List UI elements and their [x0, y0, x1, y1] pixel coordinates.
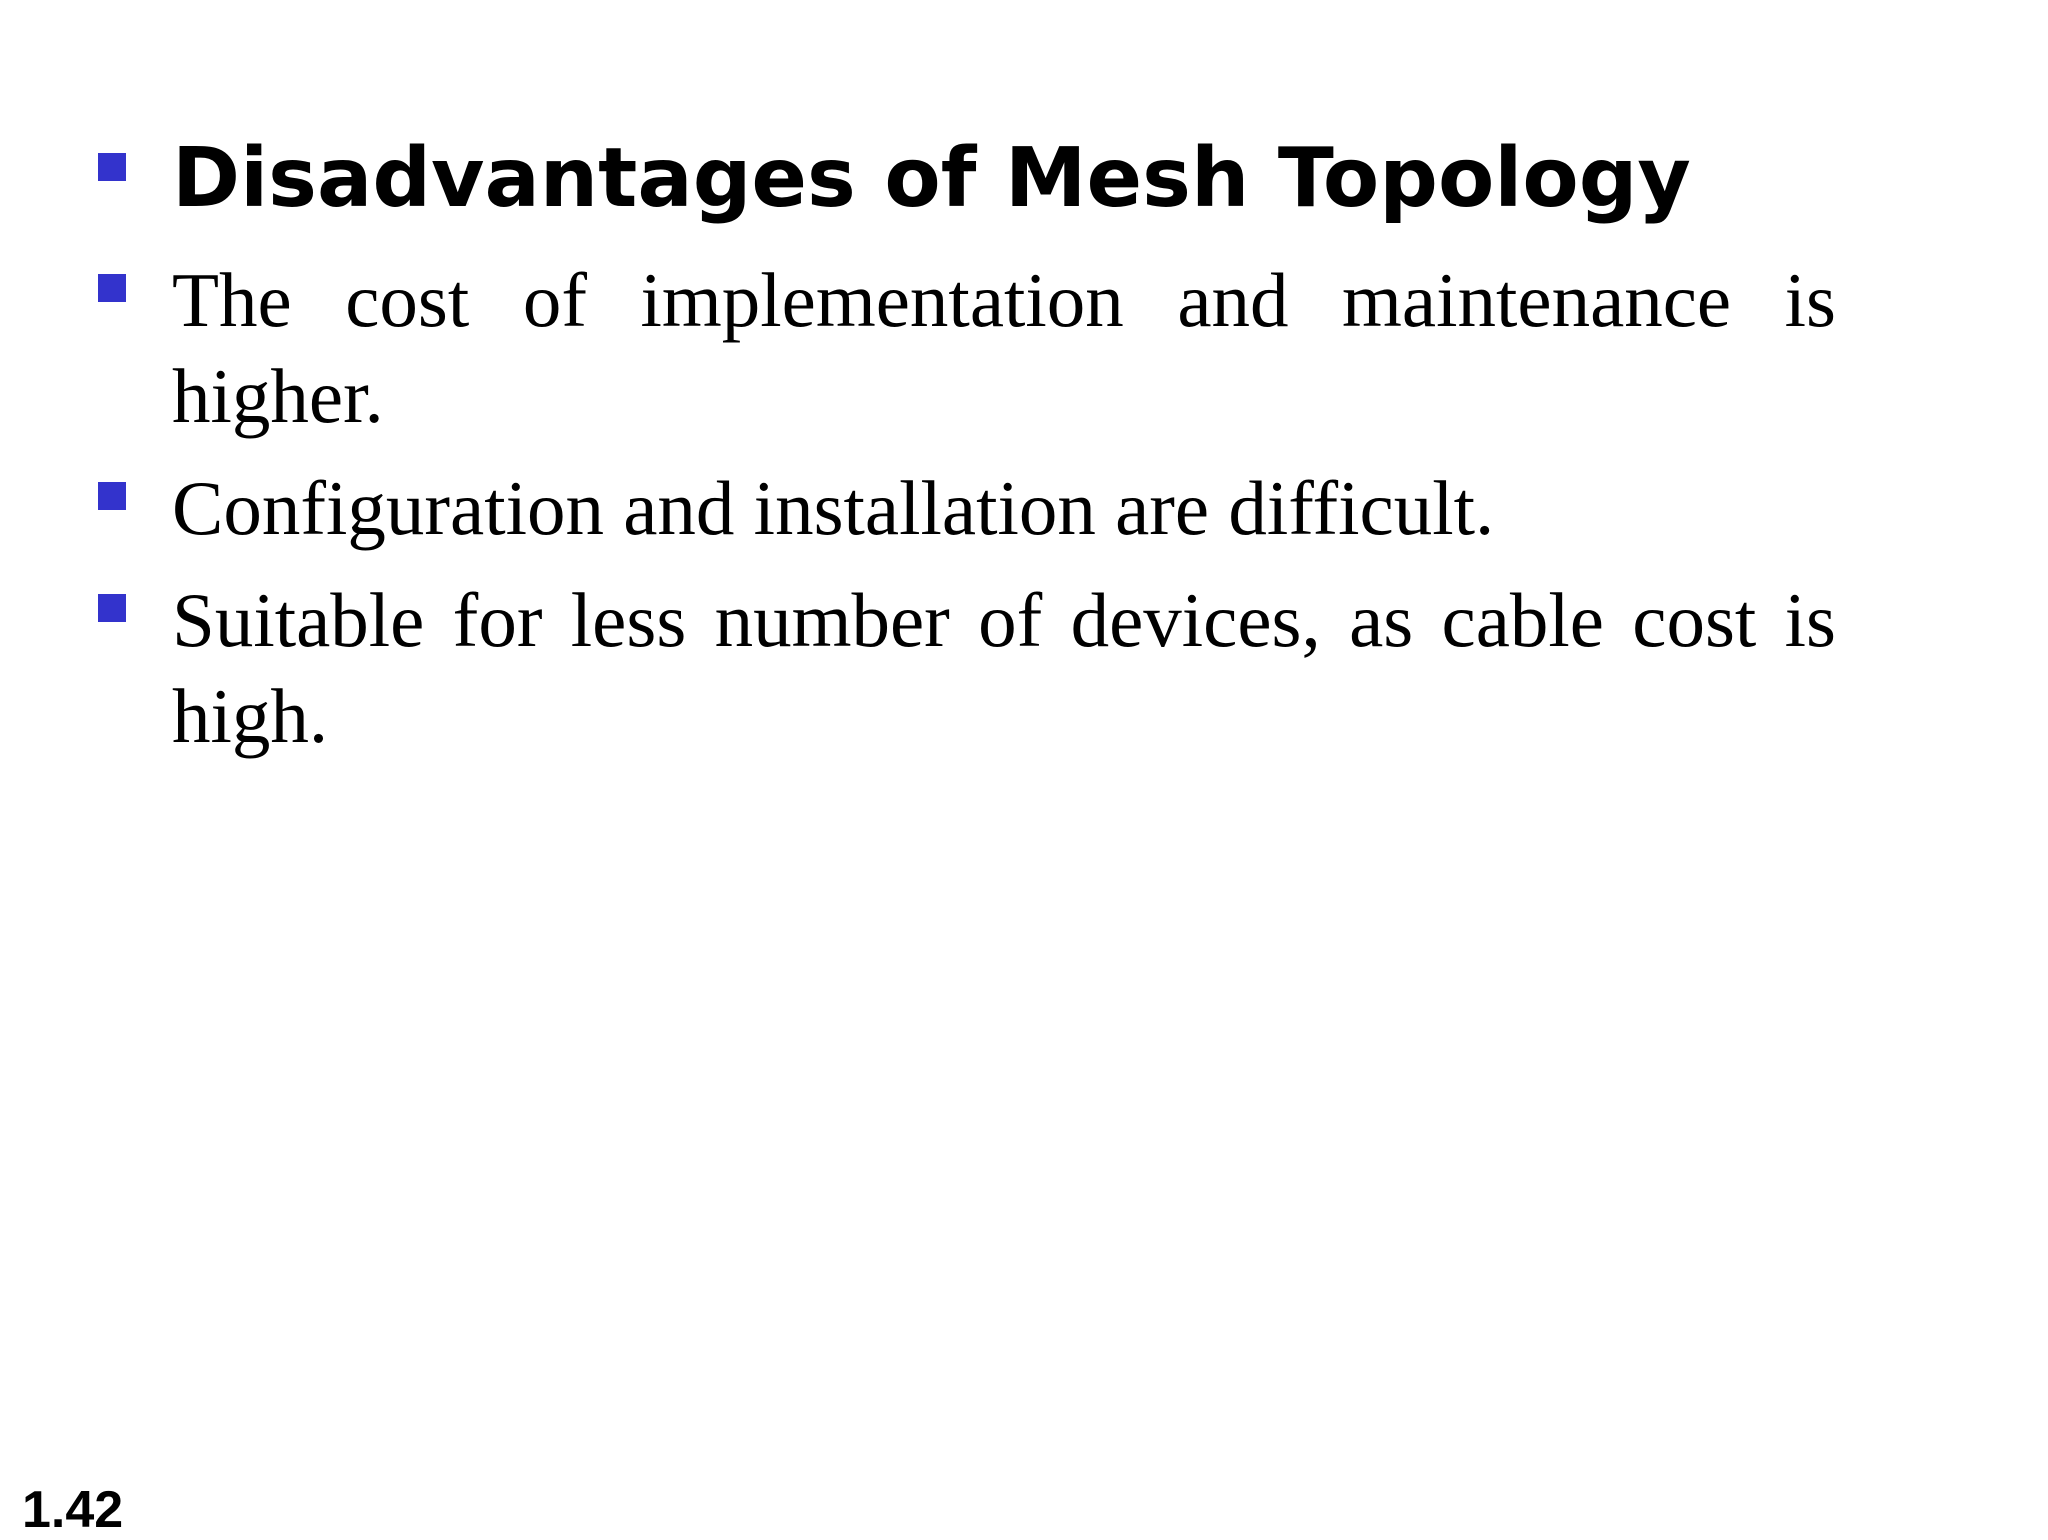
bullet-text: Configuration and installation are difficult.	[172, 465, 1495, 551]
square-bullet-icon	[98, 594, 126, 622]
square-bullet-icon	[98, 482, 126, 510]
bullet-item	[98, 460, 1838, 556]
bullet-item	[98, 252, 1838, 444]
square-bullet-icon	[98, 274, 126, 302]
bullet-text: Suitable for less number of devices, as cable cost is high.	[172, 577, 1836, 759]
slide-number: 1.42	[22, 1481, 124, 1539]
bullet-text: The cost of implementation and maintenance is higher.	[172, 257, 1836, 439]
heading-item	[98, 126, 1838, 252]
bullet-item	[98, 572, 1838, 764]
bullet-list	[98, 126, 1838, 780]
square-bullet-icon	[98, 153, 126, 181]
slide-heading: Disadvantages of Mesh Topology	[172, 131, 1691, 226]
